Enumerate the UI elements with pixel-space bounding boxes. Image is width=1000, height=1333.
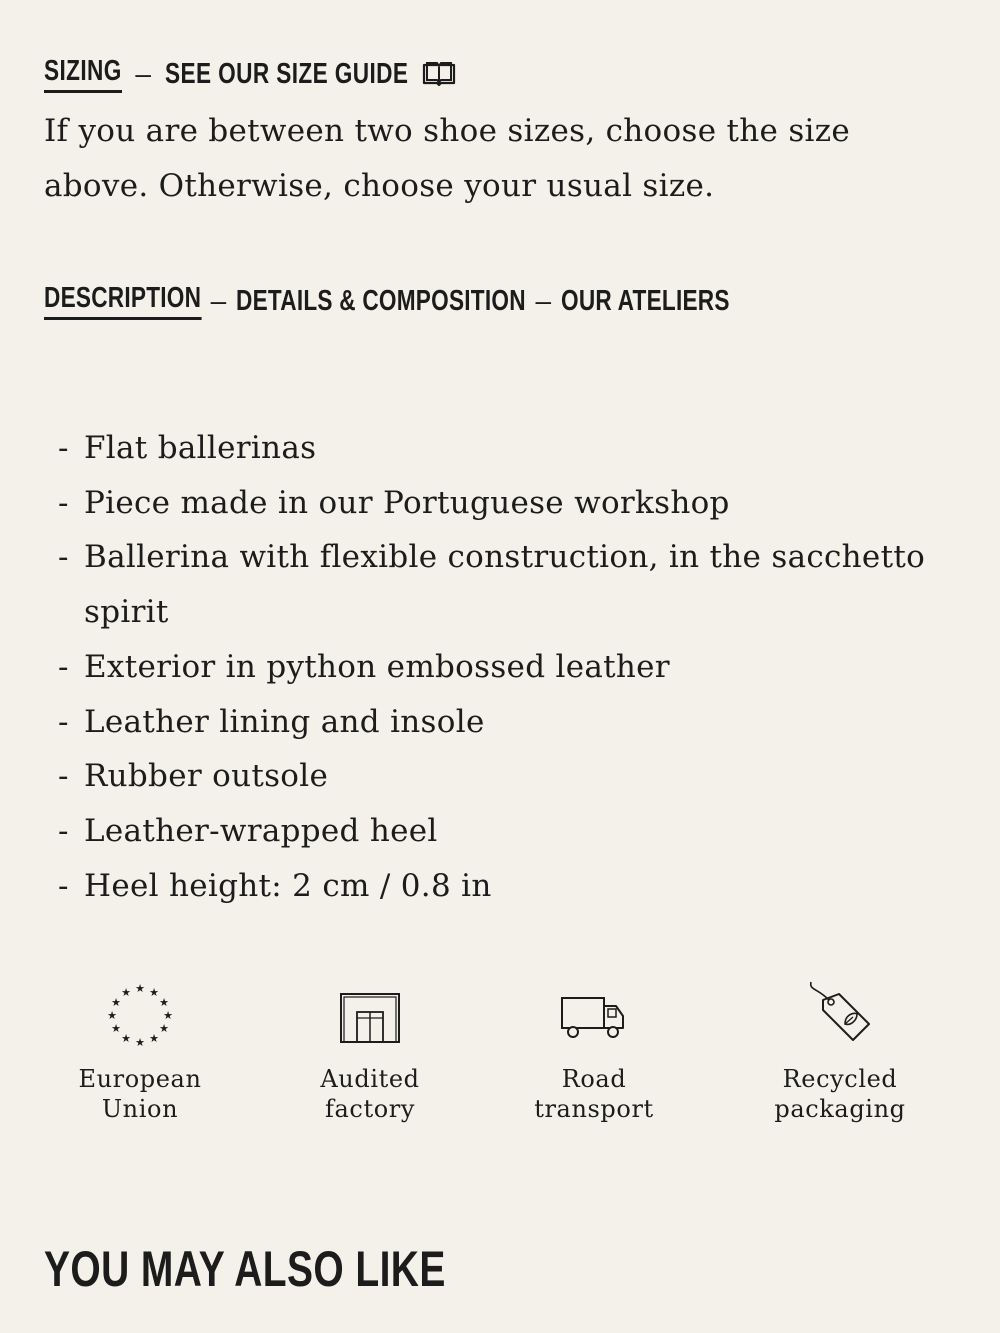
svg-text:★: ★ [111, 996, 121, 1009]
svg-text:★: ★ [159, 996, 169, 1009]
svg-text:★: ★ [107, 1009, 117, 1022]
sizing-advice: If you are between two shoe sizes, choose the size above. Otherwise, choose your usual size. [44, 113, 851, 204]
badge-road-transport [494, 980, 694, 1124]
list-item: - Heel height: 2 cm / 0.8 in [58, 859, 938, 914]
svg-text:★: ★ [121, 1032, 131, 1045]
badge-label: Audited factory [320, 1065, 420, 1123]
list-item: - Rubber outsole [58, 749, 938, 804]
separator: – [535, 285, 552, 316]
tab-our-ateliers[interactable]: OUR ATELIERS [561, 284, 730, 317]
badge-label: European Union [78, 1065, 202, 1123]
sustainability-badges [0, 980, 1000, 1130]
svg-text:★: ★ [121, 986, 131, 999]
separator: – [135, 58, 151, 89]
book-icon[interactable] [422, 61, 456, 87]
sizing-header [44, 52, 456, 96]
eu-stars-icon [105, 980, 175, 1050]
recycle-tag-icon [805, 980, 875, 1050]
list-item: - Leather lining and insole [58, 695, 938, 750]
sizing-tab[interactable]: SIZING [44, 55, 122, 93]
list-item: - Piece made in our Portuguese workshop [58, 476, 938, 531]
tab-details-composition[interactable]: DETAILS & COMPOSITION [236, 284, 527, 317]
factory-icon [335, 980, 405, 1050]
svg-text:★: ★ [159, 1022, 169, 1035]
svg-text:★: ★ [149, 1032, 159, 1045]
list-item: - Leather-wrapped heel [58, 804, 938, 859]
separator: – [210, 285, 227, 316]
badge-recycled-packaging [740, 980, 940, 1124]
size-guide-link[interactable]: SEE OUR SIZE GUIDE [165, 57, 409, 90]
badge-label: Road transport [534, 1065, 654, 1123]
badge-european-union [40, 980, 240, 1124]
list-item: - Ballerina with flexible construction, in the sacchetto spirit [58, 530, 938, 639]
list-item: - Flat ballerinas [58, 421, 938, 476]
svg-text:★: ★ [149, 986, 159, 999]
product-info-tabs [44, 278, 730, 324]
svg-text:★: ★ [135, 982, 145, 995]
badge-label: Recycled packaging [774, 1065, 906, 1123]
truck-icon [559, 980, 629, 1050]
feature-list [58, 421, 938, 913]
svg-text:★: ★ [111, 1022, 121, 1035]
badge-audited-factory [270, 980, 470, 1124]
you-may-also-like-heading: YOU MAY ALSO LIKE [44, 1241, 446, 1297]
tab-description[interactable]: DESCRIPTION [44, 282, 201, 320]
svg-text:★: ★ [163, 1009, 173, 1022]
list-item: - Exterior in python embossed leather [58, 640, 938, 695]
svg-text:★: ★ [135, 1036, 145, 1049]
